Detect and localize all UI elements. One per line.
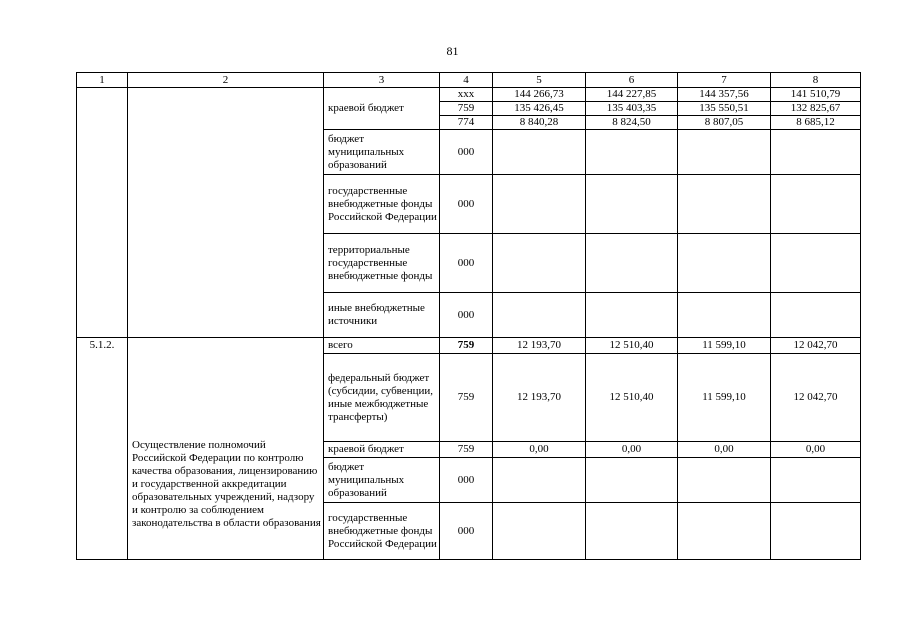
value-cell: 144 266,73 [493,88,586,102]
header-col-6: 6 [586,73,678,88]
code-cell: 759 [440,102,493,116]
header-col-3: 3 [324,73,440,88]
code-cell: 000 [440,503,493,560]
budget-table [76,72,861,560]
header-col-5: 5 [493,73,586,88]
source-label: краевой бюджет [324,442,440,458]
value-cell [493,293,586,338]
section-number: 5.1.2. [77,338,128,560]
code-cell: 759 [440,338,493,354]
value-cell: 0,00 [493,442,586,458]
value-cell: 12 193,70 [493,338,586,354]
value-cell [678,458,771,503]
code-cell: 000 [440,234,493,293]
value-cell [771,503,861,560]
value-cell [678,234,771,293]
value-cell [771,293,861,338]
source-label: государственные внебюджетные фонды Российской Федерации [324,175,440,234]
value-cell: 8 685,12 [771,116,861,130]
value-cell [586,503,678,560]
value-cell: 12 193,70 [493,354,586,442]
value-cell: 0,00 [586,442,678,458]
value-cell [493,503,586,560]
header-col-8: 8 [771,73,861,88]
value-cell: 11 599,10 [678,338,771,354]
value-cell [586,293,678,338]
value-cell [771,458,861,503]
value-cell [771,234,861,293]
row-number-cell [77,88,128,338]
source-label: краевой бюджет [324,88,440,130]
value-cell: 132 825,67 [771,102,861,116]
code-cell: 774 [440,116,493,130]
code-cell: xxx [440,88,493,102]
description-cell [128,88,324,338]
value-cell [586,175,678,234]
value-cell: 0,00 [771,442,861,458]
source-label: бюджет муниципальных образований [324,458,440,503]
code-cell: 000 [440,458,493,503]
code-cell: 759 [440,354,493,442]
value-cell: 135 403,35 [586,102,678,116]
source-label: всего [324,338,440,354]
value-cell: 8 824,50 [586,116,678,130]
value-cell [678,293,771,338]
value-cell: 8 840,28 [493,116,586,130]
value-cell: 8 807,05 [678,116,771,130]
value-cell [678,175,771,234]
value-cell: 135 550,51 [678,102,771,116]
value-cell [586,458,678,503]
value-cell [771,130,861,175]
table-row [77,338,861,354]
code-cell: 000 [440,293,493,338]
value-cell [493,234,586,293]
value-cell: 144 357,56 [678,88,771,102]
value-cell [678,130,771,175]
value-cell [586,234,678,293]
code-cell: 000 [440,130,493,175]
section-description-text: Осуществление полномочий Российской Федерации по контролю качества образования, лицензированию и государственной аккредитации образовательных учреждений, надзору и контролю за соблюдением законодательства в области образования [132,439,321,529]
value-cell: 12 042,70 [771,354,861,442]
header-col-1: 1 [77,73,128,88]
header-col-4: 4 [440,73,493,88]
code-cell: 000 [440,175,493,234]
section-description [128,338,324,560]
header-col-2: 2 [128,73,324,88]
value-cell: 12 510,40 [586,354,678,442]
source-label: иные внебюджетные источники [324,293,440,338]
code-cell: 759 [440,442,493,458]
value-cell [771,175,861,234]
source-label: бюджет муниципальных образований [324,130,440,175]
table-row [77,88,861,102]
value-cell: 11 599,10 [678,354,771,442]
value-cell [493,130,586,175]
page-number: 81 [446,44,459,58]
source-label: федеральный бюджет (субсидии, субвенции, иные межбюджетные трансферты) [324,354,440,442]
value-cell: 135 426,45 [493,102,586,116]
value-cell: 0,00 [678,442,771,458]
value-cell [493,175,586,234]
value-cell: 141 510,79 [771,88,861,102]
source-label: государственные внебюджетные фонды Российской Федерации [324,503,440,560]
header-col-7: 7 [678,73,771,88]
value-cell [586,130,678,175]
value-cell: 144 227,85 [586,88,678,102]
value-cell [493,458,586,503]
source-label: территориальные государственные внебюджетные фонды [324,234,440,293]
value-cell: 12 042,70 [771,338,861,354]
value-cell [678,503,771,560]
header-row [77,73,861,88]
value-cell: 12 510,40 [586,338,678,354]
